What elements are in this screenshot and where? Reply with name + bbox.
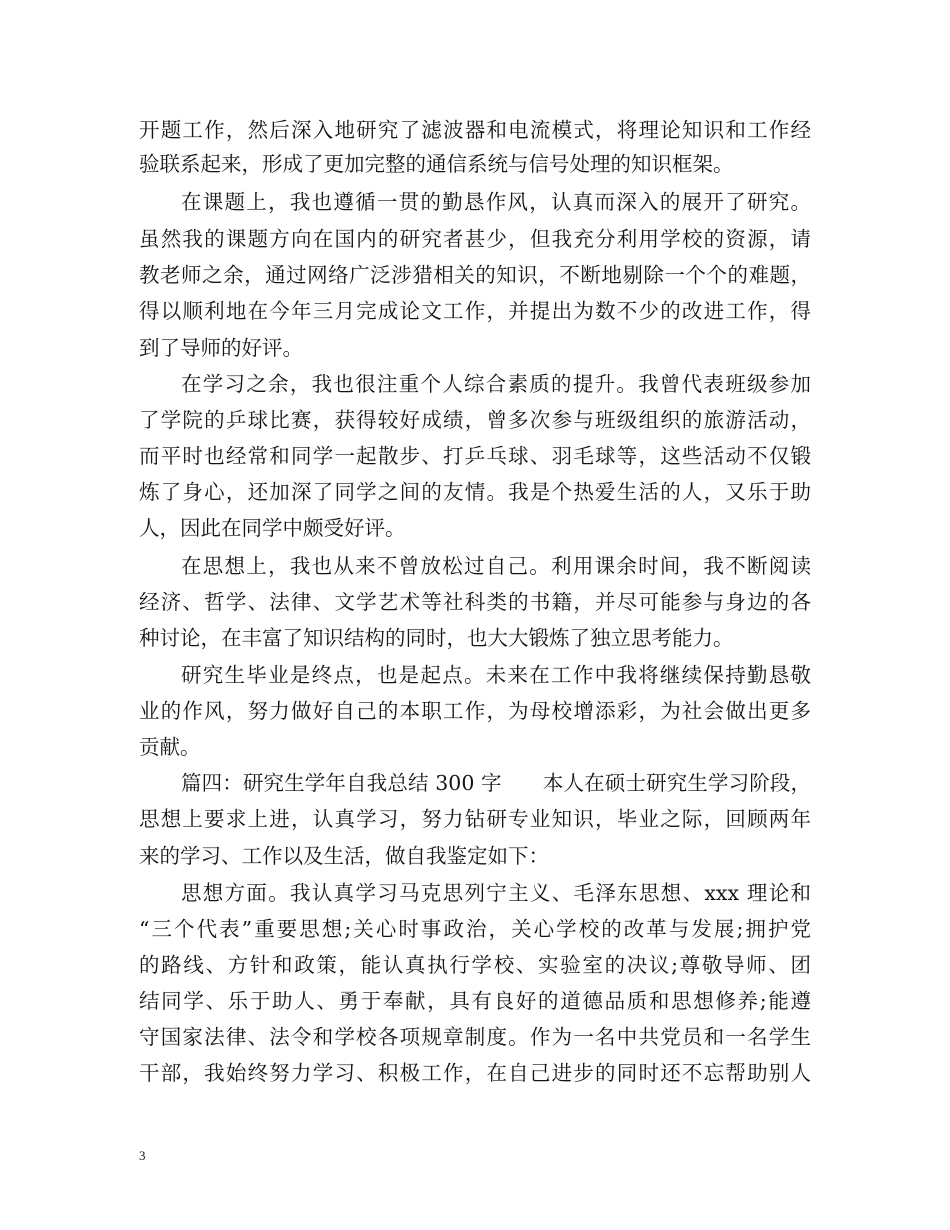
text-line: 在课题上，我也遵循一贯的勤恳作风，认真而深入的展开了研究。: [181, 190, 811, 214]
text-line: 到了导师的好评。: [139, 336, 303, 360]
text-line: 思想上要求上进，认真学习，努力钻研专业知识，毕业之际，回顾两年: [139, 807, 811, 831]
text-line: 炼了身心，还加深了同学之间的友情。我是个热爱生活的人，又乐于助: [139, 480, 811, 504]
text-line: 虽然我的课题方向在国内的研究者甚少，但我充分利用学校的资源，请: [139, 227, 811, 251]
text-line: 守国家法律、法令和学校各项规章制度。作为一名中共党员和一名学生: [139, 1025, 811, 1049]
text-line: 干部，我始终努力学习、积极工作，在自己进步的同时还不忘帮助别人: [139, 1061, 811, 1085]
page-number: 3: [139, 1148, 146, 1163]
text-line: 业的作风，努力做好自己的本职工作，为母校增添彩，为社会做出更多: [139, 699, 811, 723]
text-line: 在学习之余，我也很注重个人综合素质的提升。我曾代表班级参加: [181, 372, 811, 396]
text-line: 验联系起来，形成了更加完整的通信系统与信号处理的知识框架。: [139, 152, 734, 176]
text-line: 结同学、乐于助人、勇于奉献，具有良好的道德品质和思想修养;能遵: [139, 989, 811, 1013]
text-line: 来的学习、工作以及生活，做自我鉴定如下：: [139, 844, 549, 868]
text-line: 人，因此在同学中颇受好评。: [139, 516, 406, 540]
text-line: 而平时也经常和同学一起散步、打乒乓球、羽毛球等，这些活动不仅锻: [139, 444, 811, 468]
text-line: 在思想上，我也从来不曾放松过自己。利用课余时间，我不断阅读: [181, 554, 811, 578]
text-line: 思想方面。我认真学习马克思列宁主义、毛泽东思想、xxx 理论和: [181, 881, 811, 905]
text-line: “三个代表”重要思想;关心时事政治，关心学校的改革与发展;拥护党: [139, 917, 811, 941]
text-line: 贡献。: [139, 735, 201, 759]
text-line: 种讨论，在丰富了知识结构的同时，也大大锻炼了独立思考能力。: [139, 626, 734, 650]
text-line: 经济、哲学、法律、文学艺术等社科类的书籍，并尽可能参与身边的各: [139, 590, 811, 614]
text-line: 篇四：研究生学年自我总结 300 字 本人在硕士研究生学习阶段，: [181, 771, 811, 795]
text-line: 了学院的乒球比赛，获得较好成绩，曾多次参与班级组织的旅游活动，: [139, 408, 811, 432]
text-line: 研究生毕业是终点，也是起点。未来在工作中我将继续保持勤恳敬: [181, 663, 811, 687]
text-line: 教老师之余，通过网络广泛涉猎相关的知识，不断地剔除一个个的难题，: [139, 263, 811, 287]
text-line: 得以顺利地在今年三月完成论文工作，并提出为数不少的改进工作，得: [139, 299, 811, 323]
text-line: 的路线、方针和政策，能认真执行学校、实验室的决议;尊敬导师、团: [139, 953, 811, 977]
text-line: 开题工作，然后深入地研究了滤波器和电流模式，将理论知识和工作经: [139, 118, 811, 142]
